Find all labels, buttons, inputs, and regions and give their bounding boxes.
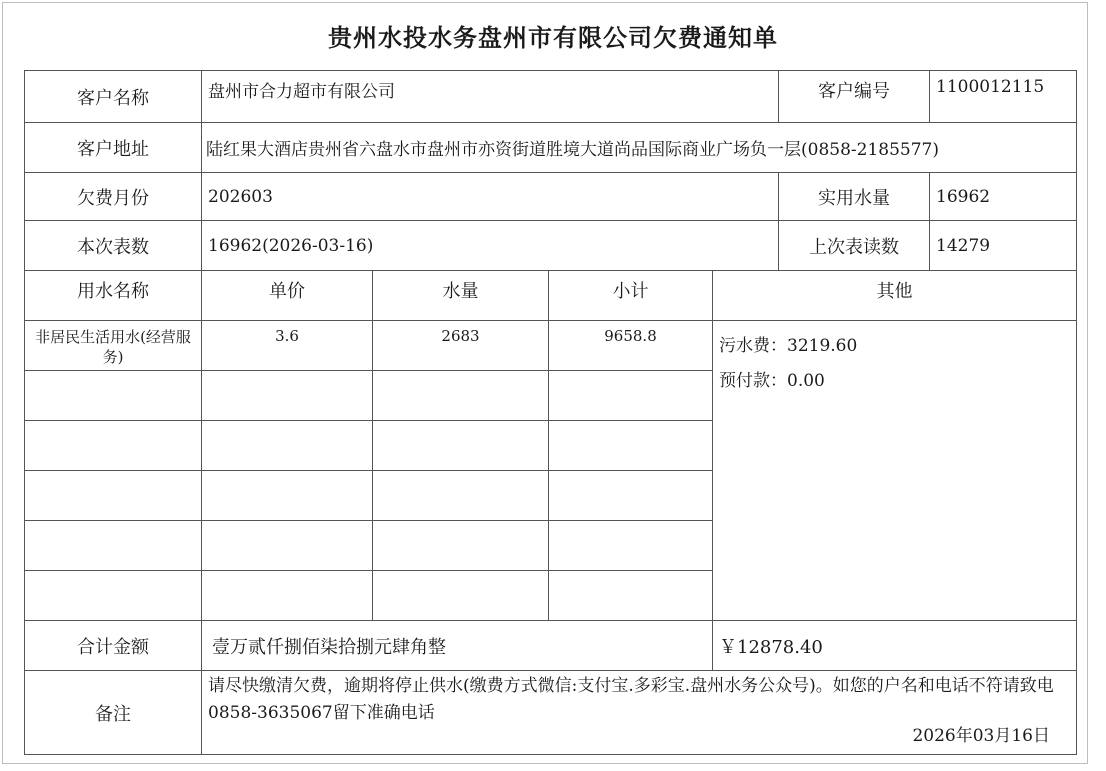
header-usage-name: 用水名称 [25, 271, 202, 321]
header-unit-price: 单价 [202, 271, 373, 321]
item-subtotal: 9658.8 [549, 321, 713, 371]
item-price: 3.6 [202, 321, 373, 371]
customer-address-value: 陆红果大酒店贵州省六盘水市盘州市亦资街道胜境大道尚品国际商业广场负一层(0858-2185577) [202, 123, 1077, 173]
current-reading-label: 本次表数 [25, 221, 202, 271]
sewage-fee: 污水费：3219.60 [719, 336, 858, 356]
total-label: 合计金额 [25, 621, 202, 671]
item-name: 非居民生活用水(经营服务) [25, 321, 202, 371]
customer-id-value: 1100012115 [930, 71, 1077, 123]
empty-cell [373, 371, 549, 421]
row-meter-reading [25, 221, 1077, 271]
empty-cell [549, 371, 713, 421]
empty-cell [373, 421, 549, 471]
row-remarks [25, 671, 1077, 755]
item-row [25, 321, 1077, 371]
remarks-text: 请尽快缴清欠费，逾期将停止供水(缴费方式微信:支付宝.多彩宝.盘州水务公众号)。如您的户名和电话不符请致电0858-3635067留下准确电话 [208, 676, 1054, 723]
current-reading-value: 16962(2026-03-16) [202, 221, 779, 271]
usage-value: 16962 [930, 173, 1077, 221]
remarks-cell [202, 671, 1077, 755]
empty-cell [549, 471, 713, 521]
header-quantity: 水量 [373, 271, 549, 321]
customer-address-label: 客户地址 [25, 123, 202, 173]
row-billing-month [25, 173, 1077, 221]
header-subtotal: 小计 [549, 271, 713, 321]
billing-month-label: 欠费月份 [25, 173, 202, 221]
header-other: 其他 [713, 271, 1077, 321]
empty-cell [25, 471, 202, 521]
empty-cell [25, 371, 202, 421]
billing-month-value: 202603 [202, 173, 779, 221]
item-quantity: 2683 [373, 321, 549, 371]
notice-table [24, 70, 1077, 755]
total-amount-value: ￥12878.40 [713, 621, 1077, 671]
empty-cell [202, 571, 373, 621]
other-charges [713, 321, 1077, 621]
notice-title: 贵州水投水务盘州市有限公司欠费通知单 [328, 24, 778, 52]
items-header-row [25, 271, 1077, 321]
previous-reading-value: 14279 [930, 221, 1077, 271]
row-total [25, 621, 1077, 671]
total-amount-words: 壹万贰仟捌佰柒拾捌元肆角整 [202, 621, 713, 671]
empty-cell [373, 571, 549, 621]
empty-cell [373, 471, 549, 521]
remarks-label: 备注 [25, 671, 202, 755]
empty-cell [202, 471, 373, 521]
empty-cell [549, 571, 713, 621]
empty-cell [202, 371, 373, 421]
empty-cell [549, 521, 713, 571]
previous-reading-label: 上次表读数 [779, 221, 930, 271]
empty-cell [549, 421, 713, 471]
empty-cell [25, 571, 202, 621]
usage-label: 实用水量 [779, 173, 930, 221]
row-customer-name [25, 71, 1077, 123]
customer-name-value: 盘州市合力超市有限公司 [202, 71, 779, 123]
prepaid-amount: 预付款：0.00 [719, 371, 825, 391]
remarks-date: 2026年03月16日 [912, 726, 1050, 746]
empty-cell [202, 421, 373, 471]
customer-id-label: 客户编号 [779, 71, 930, 123]
empty-cell [373, 521, 549, 571]
empty-cell [25, 521, 202, 571]
empty-cell [25, 421, 202, 471]
empty-cell [202, 521, 373, 571]
customer-name-label: 客户名称 [25, 71, 202, 123]
row-customer-address [25, 123, 1077, 173]
